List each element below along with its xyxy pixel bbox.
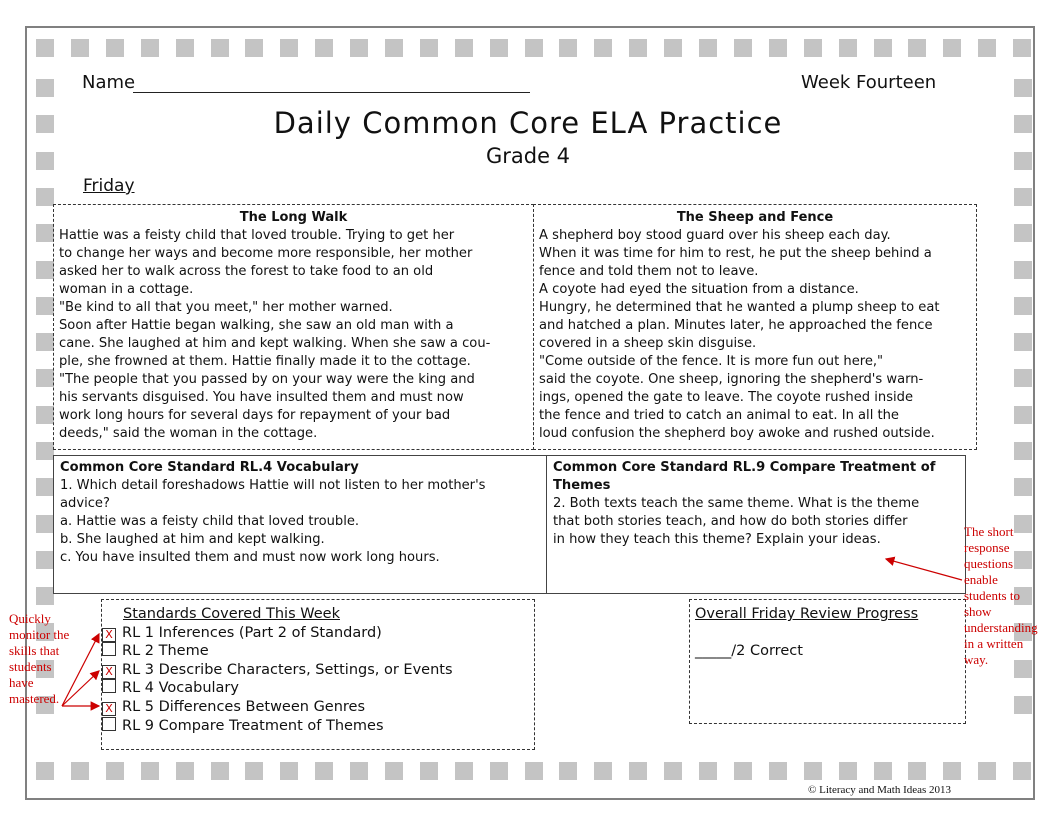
passage-line: covered in a sheep skin disguise. <box>539 336 757 351</box>
annotation-line: monitor the <box>9 627 70 642</box>
passage-line: work long hours for several days for repayment of your bad <box>59 408 451 423</box>
passage-line: ings, opened the gate to leave. The coyote rushed inside <box>539 390 914 405</box>
answer-option-a[interactable]: a. Hattie was a feisty child that loved trouble. <box>60 514 360 529</box>
annotation-line: understanding <box>964 620 1038 635</box>
checkbox[interactable]: X <box>102 702 116 716</box>
annotation-line: have <box>9 675 34 690</box>
question-text: advice? <box>60 496 110 511</box>
passage-title: The Long Walk <box>239 210 348 225</box>
annotation-line: The short <box>964 524 1014 539</box>
annotation-line: questions <box>964 556 1014 571</box>
standard-label: RL 9 Compare Treatment of Themes <box>122 718 384 734</box>
annotation-line: students to <box>964 588 1020 603</box>
day-label: Friday <box>83 176 135 196</box>
standards-heading: Standards Covered This Week <box>123 606 340 622</box>
passage-line: ple, she frowned at them. Hattie finally made it to the cottage. <box>59 354 471 369</box>
passage-line: his servants disguised. You have insulted them and must now <box>59 390 464 405</box>
grade-label: Grade 4 <box>485 144 571 168</box>
answer-option-c[interactable]: c. You have insulted them and must now work long hours. <box>60 550 440 565</box>
passage-line: "Be kind to all that you meet," her mother warned. <box>59 300 393 315</box>
question-text: that both stories teach, and how do both stories differ <box>553 514 908 529</box>
passage-line: "Come outside of the fence. It is more fun out here," <box>539 354 884 369</box>
passage-line: A coyote had eyed the situation from a distance. <box>539 282 859 297</box>
passage-title: The Sheep and Fence <box>676 210 834 225</box>
question-heading: Themes <box>553 478 611 493</box>
passage-line: fence and told them not to leave. <box>539 264 759 279</box>
passage-line: said the coyote. One sheep, ignoring the shepherd's warn- <box>539 372 924 387</box>
passage-line: cane. She laughed at him and kept walking. When she saw a cou- <box>59 336 491 351</box>
page-title: Daily Common Core ELA Practice <box>273 106 783 140</box>
annotation-line: way. <box>964 652 989 667</box>
copyright: © Literacy and Math Ideas 2013 <box>808 784 952 796</box>
week-label: Week Fourteen <box>801 72 937 93</box>
annotation-line: response <box>964 540 1010 555</box>
passage-line: Hungry, he determined that he wanted a plump sheep to eat <box>539 300 940 315</box>
checkbox[interactable]: X <box>102 665 116 679</box>
annotation-line: Quickly <box>9 611 51 626</box>
progress-heading: Overall Friday Review Progress <box>695 606 919 622</box>
passage-line: and hatched a plan. Minutes later, he approached the fence <box>539 318 933 333</box>
annotation-line: show <box>964 604 992 619</box>
question-text: in how they teach this theme? Explain your ideas. <box>553 532 881 547</box>
passage-line: Soon after Hattie began walking, she saw an old man with a <box>59 318 454 333</box>
question-heading: Common Core Standard RL.9 Compare Treatment of <box>553 460 936 475</box>
arrow-to-question-2 <box>886 559 962 580</box>
annotation-line: students <box>9 659 52 674</box>
question-heading: Common Core Standard RL.4 Vocabulary <box>60 460 359 475</box>
passage-line: deeds," said the woman in the cottage. <box>59 426 318 441</box>
answer-option-b[interactable]: b. She laughed at him and kept walking. <box>60 532 325 547</box>
name-label: Name <box>82 72 136 93</box>
passage-line: loud confusion the shepherd boy awoke and rushed outside. <box>539 426 935 441</box>
arrow-to-rl1 <box>62 634 99 706</box>
passage-line: "The people that you passed by on your way were the king and <box>59 372 475 387</box>
passage-line: When it was time for him to rest, he put the sheep behind a <box>539 246 932 261</box>
passage-line: A shepherd boy stood guard over his sheep each day. <box>539 228 891 243</box>
score-text: /2 Correct <box>731 643 803 659</box>
standard-label: RL 4 Vocabulary <box>122 680 239 696</box>
arrow-to-rl3 <box>62 671 99 706</box>
standard-label: RL 5 Differences Between Genres <box>122 699 366 715</box>
annotation-line: in a written <box>964 636 1024 651</box>
annotation-line: enable <box>964 572 998 587</box>
passage-line: the fence and tried to catch an animal to eat. In all the <box>539 408 899 423</box>
passage-line: asked her to walk across the forest to take food to an old <box>59 264 434 279</box>
score-blank[interactable]: _____ <box>695 643 732 659</box>
question-text: 2. Both texts teach the same theme. What is the theme <box>553 496 920 511</box>
passage-line: to change her ways and become more responsible, her mother <box>59 246 473 261</box>
passage-line: woman in a cottage. <box>59 282 194 297</box>
checkbox[interactable]: X <box>102 628 116 642</box>
annotation-line: skills that <box>9 643 60 658</box>
standard-label: RL 3 Describe Characters, Settings, or Events <box>122 662 453 678</box>
standard-label: RL 2 Theme <box>122 643 209 659</box>
annotation-line: mastered. <box>9 691 60 706</box>
standard-label: RL 1 Inferences (Part 2 of Standard) <box>122 625 382 641</box>
passage-line: Hattie was a feisty child that loved trouble. Trying to get her <box>59 228 455 243</box>
question-text: 1. Which detail foreshadows Hattie will not listen to her mother's <box>60 478 486 493</box>
